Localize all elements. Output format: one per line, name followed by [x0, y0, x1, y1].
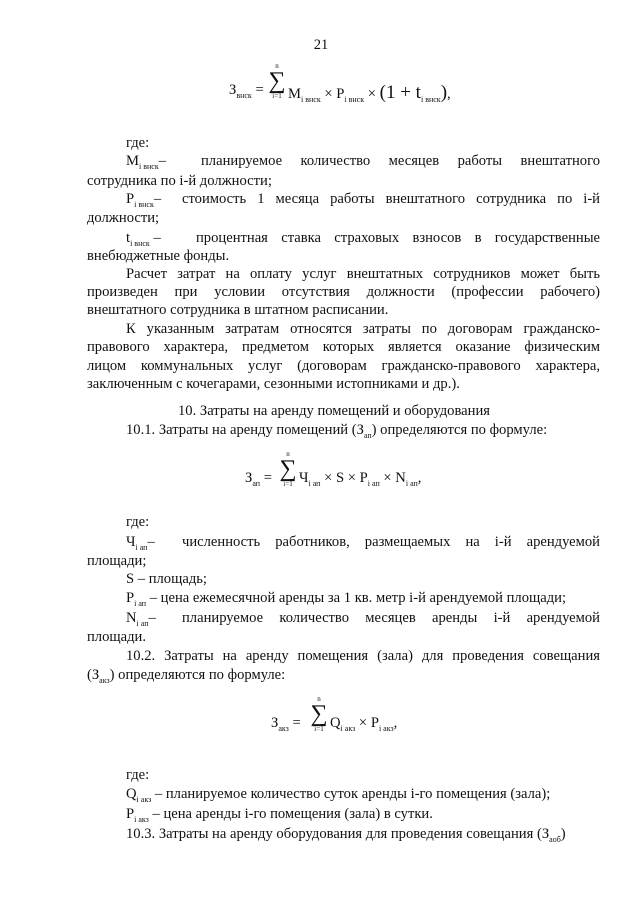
term-p-sub: i ап: [367, 479, 380, 488]
def-symbol-sub: i внск: [138, 162, 159, 171]
times-sign: ×: [324, 470, 333, 486]
term-t-sub: i внск: [420, 95, 441, 104]
where-label: где:: [126, 135, 150, 151]
subsection-sub: аоб: [549, 835, 561, 844]
def-dash: –: [153, 191, 162, 207]
subsection-text: ): [560, 826, 566, 842]
def-p-ap: [126, 589, 566, 609]
def-symbol: Q: [126, 786, 137, 802]
term-q-sub: i акз: [340, 724, 356, 733]
term-m: M: [288, 86, 301, 102]
def-text: – цена ежемесячной аренды за 1 кв. метр i-й арендуемой площади;: [149, 590, 567, 606]
def-symbol: P: [126, 806, 135, 822]
formula-tail: ,: [447, 86, 451, 102]
times-sign: ×: [347, 470, 357, 486]
paren-open: (1 + t: [379, 82, 421, 103]
times-sign: ×: [367, 86, 376, 102]
def-dash: –: [158, 153, 166, 169]
def-m-text-cont: сотрудника по i-й должности;: [87, 173, 272, 189]
times-sign: ×: [324, 86, 333, 102]
sum-bottom: i=1: [272, 92, 282, 100]
def-symbol: P: [126, 590, 135, 606]
def-t-text: процентная ставка страховых взносов в государственные: [196, 230, 600, 246]
def-m-text: планируемое количество месяцев работы внештатного: [201, 153, 600, 169]
paren-close: ): [440, 82, 448, 103]
sum-operator: [268, 62, 286, 100]
def-n-text: планируемое количество месяцев аренды i-й арендуемой: [182, 610, 600, 626]
subsection-10-3: [126, 825, 566, 845]
def-symbol: Ч: [126, 534, 136, 550]
def-symbol: P: [126, 191, 135, 207]
def-symbol-sub: i ап: [134, 599, 147, 608]
sum-symbol: ∑: [310, 701, 328, 727]
subsection-10-1: [126, 421, 547, 441]
def-ch: [126, 533, 155, 553]
def-dash: –: [153, 230, 161, 246]
def-ch-text-cont: площади;: [87, 553, 147, 569]
subsection-text: (З: [87, 667, 100, 683]
formula-eq: =: [255, 82, 264, 98]
def-p: [126, 190, 161, 210]
def-symbol: N: [126, 610, 137, 626]
term-p-sub: i внск: [344, 95, 365, 104]
sum-top: n: [275, 62, 279, 70]
term-n-sub: i ап: [405, 479, 418, 488]
def-ch-text: численность работников, размещаемых на i-й арендуемой: [182, 534, 600, 550]
subsection-text: ) определяются по формуле:: [109, 667, 286, 683]
paragraph-line: правового характера, предметом которых является оказание физическим: [87, 339, 600, 355]
term-m-sub: i внск: [300, 95, 321, 104]
subsection-10-2: 10.2. Затраты на аренду помещения (зала) для проведения совещания: [126, 648, 600, 664]
def-symbol-sub: i ап: [136, 619, 149, 628]
subsection-text: 10.3. Затраты на аренду оборудования для проведения совещания (З: [126, 826, 550, 842]
term-n: N: [395, 470, 406, 486]
sum-operator: [279, 450, 297, 488]
sum-top: n: [317, 695, 321, 703]
formula-lhs: З: [229, 82, 237, 98]
paragraph-line: К указанным затратам относятся затраты по договорам гражданско-: [126, 321, 600, 337]
sum-symbol: ∑: [279, 456, 297, 482]
def-text: – цена аренды i-го помещения (зала) в сутки.: [152, 806, 433, 822]
formula-eq: =: [263, 470, 272, 486]
term-ch: Ч: [299, 470, 309, 486]
def-q: [126, 785, 550, 805]
paragraph-line: произведен при условии отсутствия должности (профессии рабочего): [87, 284, 600, 300]
where-label: где:: [126, 514, 150, 530]
paragraph-line: внештатного сотрудника в штатном расписании.: [87, 302, 389, 318]
term-p-sub: i акз: [378, 724, 394, 733]
sum-operator: [310, 695, 328, 733]
def-symbol-sub: i акз: [136, 795, 152, 804]
def-symbol-sub: i внск: [130, 239, 150, 248]
formula-eq: =: [292, 715, 301, 731]
times-sign: ×: [383, 470, 392, 486]
def-symbol-sub: i внск: [134, 200, 154, 209]
term-p: P: [359, 470, 368, 486]
formula-lhs-sub: ап: [252, 479, 261, 488]
page-number: 21: [313, 37, 329, 53]
term-ch-sub: i ап: [308, 479, 321, 488]
subsection-10-2-cont: [87, 666, 285, 686]
sum-bottom: i=1: [314, 725, 324, 733]
formula-lhs: З: [245, 470, 253, 486]
def-n: [126, 609, 156, 629]
def-t: [126, 229, 161, 249]
sum-symbol: ∑: [268, 68, 286, 94]
def-dash: –: [148, 610, 156, 626]
subsection-sub: акз: [99, 676, 110, 685]
term-p: P: [370, 715, 379, 731]
formula-lhs-sub: внск: [236, 91, 252, 100]
def-text: – планируемое количество суток аренды i-го помещения (зала);: [154, 786, 551, 802]
def-symbol: M: [126, 153, 139, 169]
formula-lhs-sub: акз: [278, 724, 289, 733]
def-symbol-sub: i ап: [135, 543, 148, 552]
term-s: S: [336, 470, 345, 486]
def-t-text-cont: внебюджетные фонды.: [87, 248, 230, 264]
term-q: Q: [330, 715, 341, 731]
formula-tail: ,: [417, 470, 422, 486]
times-sign: ×: [358, 715, 368, 731]
subsection-text: ) определяются по формуле:: [371, 422, 548, 438]
paragraph-line: заключенным с кочегарами, сезонными истопниками и др.).: [87, 376, 460, 392]
def-p-text: стоимость 1 месяца работы внештатного сотрудника по i-й: [182, 191, 600, 207]
formula-tail: ,: [393, 715, 398, 731]
sum-top: n: [286, 450, 290, 458]
def-n-text-cont: площади.: [87, 629, 146, 645]
subsection-sub: ап: [363, 431, 372, 440]
where-label: где:: [126, 767, 150, 783]
paragraph-line: лицом коммунальных услуг (договорам гражданско-правового характера,: [87, 358, 600, 374]
def-p-text-cont: должности;: [87, 210, 160, 226]
sum-bottom: i=1: [283, 480, 293, 488]
term-p: P: [336, 86, 345, 102]
formula-lhs: З: [271, 715, 279, 731]
def-symbol-sub: i акз: [134, 815, 149, 824]
def-symbol: t: [126, 230, 131, 246]
paragraph-line: Расчет затрат на оплату услуг внештатных сотрудников может быть: [126, 266, 600, 282]
def-dash: –: [147, 534, 155, 550]
def-s: S – площадь;: [126, 571, 207, 587]
section-heading: 10. Затраты на аренду помещений и оборудования: [178, 403, 490, 419]
def-p-akz: [126, 805, 433, 825]
subsection-text: 10.1. Затраты на аренду помещений (З: [126, 422, 364, 438]
